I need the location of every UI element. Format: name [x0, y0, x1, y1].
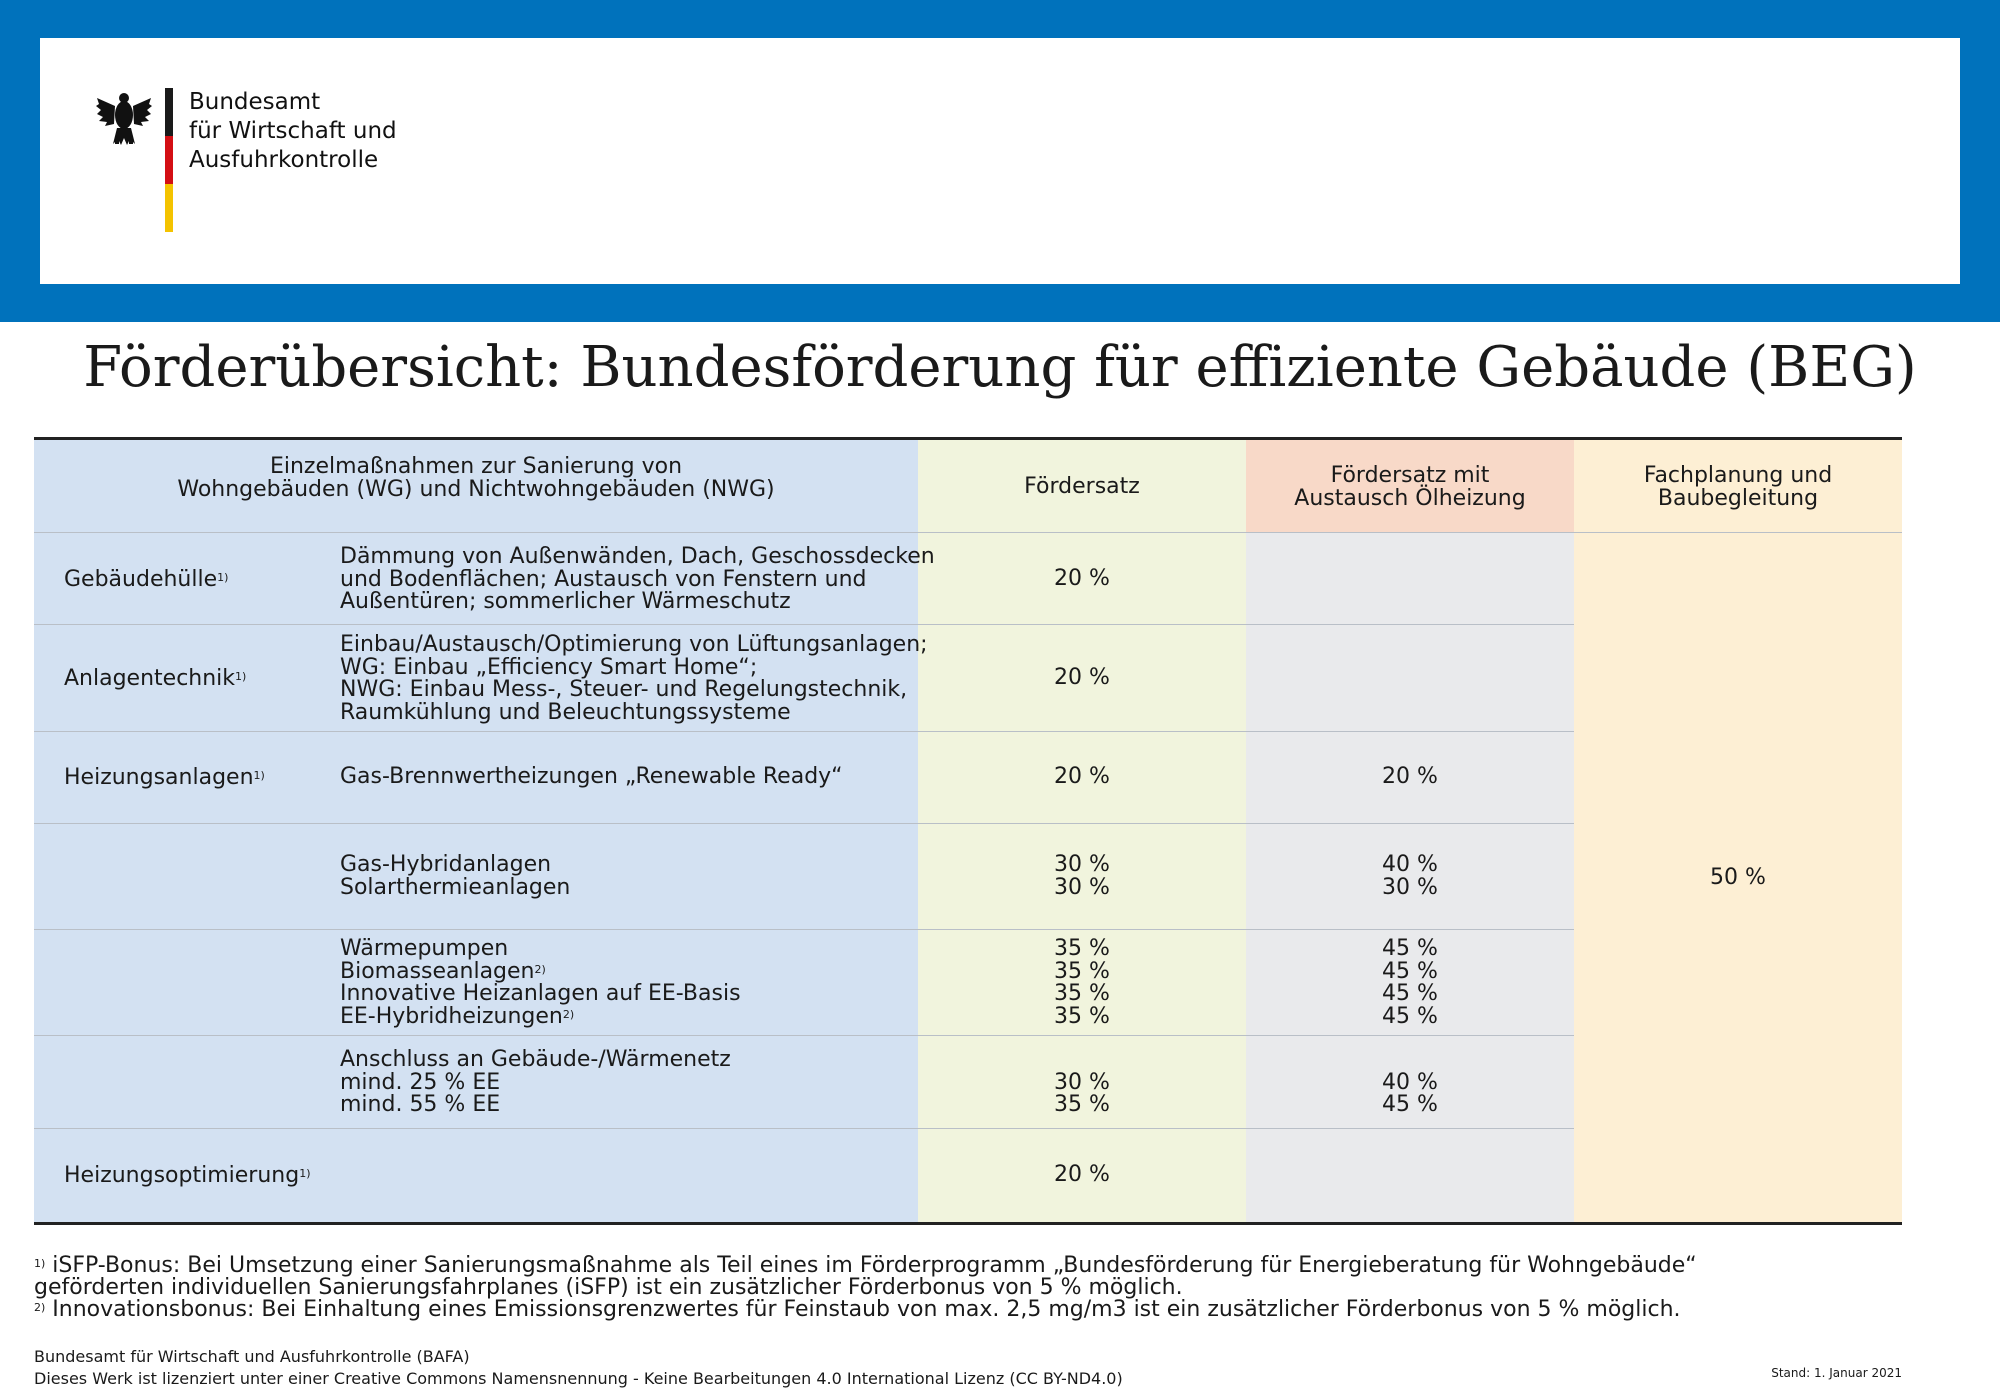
- measure-description: [340, 634, 928, 724]
- row-divider: [34, 1035, 1574, 1036]
- footnote-ref: 2): [534, 962, 546, 976]
- stand-date: Stand: 1. Januar 2021: [1771, 1366, 1902, 1380]
- header-measures: [34, 455, 918, 501]
- row-divider: [34, 1128, 1574, 1129]
- credit-publisher: Bundesamt für Wirtschaft und Ausfuhrkontrolle (BAFA): [34, 1347, 470, 1366]
- table-bottom-rule: [34, 1222, 1902, 1225]
- org-name-line: Bundesamt: [189, 89, 321, 115]
- measure-description: [340, 938, 741, 1028]
- header-line: Wohngebäuden (WG) und Nichtwohngebäuden (NWG): [177, 477, 775, 502]
- rate-value: 30 %: [1054, 874, 1110, 900]
- row-divider: [34, 532, 1574, 533]
- oil-rate-value: 45 %: [1382, 958, 1438, 984]
- page-title: Förderübersicht: Bundesförderung für effiziente Gebäude (BEG): [83, 335, 1917, 400]
- rate-values: [918, 854, 1246, 899]
- header-line: Fachplanung und: [1643, 463, 1833, 488]
- category-label: Anlagentechnik: [64, 666, 236, 691]
- rate-value: 20 %: [1054, 566, 1110, 591]
- rate-value: 30 %: [1054, 1069, 1110, 1095]
- header-planning: [1574, 464, 1902, 510]
- row-divider: [34, 823, 1574, 824]
- header-line: Baubegleitung: [1657, 486, 1819, 511]
- category-anlagentechnik: [64, 667, 246, 690]
- category-label: Heizungsoptimierung: [64, 1163, 300, 1188]
- category-label: Gebäudehülle: [64, 567, 218, 592]
- org-name-line: für Wirtschaft und: [189, 118, 397, 144]
- funding-table: [34, 437, 1902, 1225]
- footnote-mark: 2): [34, 1301, 46, 1314]
- row-divider: [34, 731, 1574, 732]
- planning-rate-value: 50 %: [1710, 865, 1766, 890]
- measure-description: [340, 546, 935, 614]
- rate-value: 20 %: [1054, 1162, 1110, 1187]
- description-text: Biomasseanlagen: [340, 958, 535, 984]
- row-divider: [34, 624, 1574, 625]
- footnote-mark: 1): [34, 1257, 46, 1270]
- description-line: [340, 958, 741, 984]
- measure-description: [340, 766, 843, 789]
- table-top-rule: [34, 437, 1902, 440]
- planning-column: [1574, 440, 1902, 1222]
- description-line: NWG: Einbau Mess-, Steuer- und Regelungstechnik,: [340, 677, 908, 702]
- row-divider: [34, 929, 1574, 930]
- category-heizungsanlagen: [64, 766, 265, 789]
- footnote-ref: 2): [562, 1007, 575, 1021]
- description-line: Raumkühlung und Beleuchtungssysteme: [340, 699, 791, 725]
- rate-value: 35 %: [1054, 958, 1110, 984]
- measure-description: [340, 854, 570, 899]
- oil-rate-values: [1246, 938, 1574, 1028]
- description-text: EE-Hybridheizungen: [340, 1003, 563, 1029]
- oil-rate-value: 40 %: [1382, 852, 1438, 877]
- bafa-logo: [95, 88, 425, 238]
- category-label: Heizungsanlagen: [64, 765, 254, 790]
- rate-values: [918, 1069, 1246, 1117]
- federal-eagle-icon: [95, 88, 153, 148]
- description-line: WG: Einbau „Efficiency Smart Home“;: [340, 654, 758, 680]
- footnote-ref: 1): [217, 571, 229, 584]
- category-gebaeudehuelle: [64, 568, 228, 591]
- header-oil-rate: [1246, 464, 1574, 510]
- footnote-1-continued: geförderten individuellen Sanierungsfahrplanes (iSFP) ist ein zusätzlicher Förderbonus von 5 % möglich.: [34, 1275, 1183, 1300]
- oil-rate-value: 30 %: [1382, 874, 1438, 900]
- description-line: [340, 1003, 741, 1029]
- category-heizungsoptimierung: [64, 1164, 311, 1187]
- description-line: Anschluss an Gebäude-/Wärmenetz: [340, 1047, 731, 1072]
- german-flag-bar: [165, 88, 173, 232]
- header-line: Einzelmaßnahmen zur Sanierung von: [269, 454, 683, 479]
- oil-rate-value: 45 %: [1382, 981, 1438, 1006]
- oil-rate-value: 45 %: [1382, 1092, 1438, 1117]
- oil-rate-values: [1246, 1069, 1574, 1117]
- description-line: Dämmung von Außenwänden, Dach, Geschossdecken: [340, 544, 935, 569]
- description-line: mind. 25 % EE: [340, 1069, 501, 1095]
- rate-value: 30 %: [1054, 852, 1110, 877]
- footnote-ref: 1): [299, 1167, 311, 1180]
- oil-rate-values: [1246, 854, 1574, 899]
- credit-license: Dieses Werk ist lizenziert unter einer Creative Commons Namensnennung - Keine Bearbeitungen 4.0 International Lizenz (CC BY-ND4.0): [34, 1369, 1123, 1388]
- header-line: Fördersatz mit: [1330, 463, 1490, 488]
- description-line: Wärmepumpen: [340, 936, 509, 961]
- rate-value: 20 %: [1054, 665, 1110, 690]
- footnote-1: [34, 1255, 1697, 1277]
- rate-value: 20 %: [1054, 764, 1110, 789]
- oil-rate-value: 20 %: [1382, 764, 1438, 789]
- description-line: und Bodenflächen; Austausch von Fenstern und: [340, 566, 867, 592]
- row-divider: [1574, 532, 1902, 533]
- org-name: [189, 88, 449, 175]
- description-line: Außentüren; sommerlicher Wärmeschutz: [340, 589, 791, 614]
- rate-value: 35 %: [1054, 1092, 1110, 1117]
- description-line: Einbau/Austausch/Optimierung von Lüftungsanlagen;: [340, 632, 928, 657]
- oil-rate-value: 45 %: [1382, 936, 1438, 961]
- footnote-2: [34, 1299, 1681, 1321]
- header-rate: Fördersatz: [1024, 474, 1140, 499]
- oil-rate-value: 45 %: [1382, 1003, 1438, 1029]
- description-line: Gas-Hybridanlagen: [340, 852, 552, 877]
- description-line: Gas-Brennwertheizungen „Renewable Ready“: [340, 764, 843, 789]
- description-line: mind. 55 % EE: [340, 1092, 501, 1117]
- footnote-ref: 1): [235, 670, 247, 683]
- org-name-line: Ausfuhrkontrolle: [189, 147, 379, 173]
- measure-description: [340, 1049, 731, 1117]
- footnote-text: Innovationsbonus: Bei Einhaltung eines Emissionsgrenzwertes für Feinstaub von max. 2,5 mg/m3 ist ein zusätzlicher Förderbonus von 5 % möglich.: [52, 1297, 1681, 1322]
- footnote-text: iSFP-Bonus: Bei Umsetzung einer Sanierungsmaßnahme als Teil eines im Förderprogramm „Bundesförderung für Energieberatung für Wohngebäude“: [52, 1253, 1697, 1278]
- footnote-ref: 1): [253, 769, 265, 782]
- description-line: Solarthermieanlagen: [340, 874, 571, 900]
- rate-values: [918, 938, 1246, 1028]
- oil-rate-value: 40 %: [1382, 1069, 1438, 1095]
- rate-value: 35 %: [1054, 981, 1110, 1006]
- rate-value: 35 %: [1054, 1003, 1110, 1029]
- header-line: Austausch Ölheizung: [1294, 486, 1526, 511]
- rate-value: 35 %: [1054, 936, 1110, 961]
- description-line: Innovative Heizanlagen auf EE-Basis: [340, 981, 741, 1006]
